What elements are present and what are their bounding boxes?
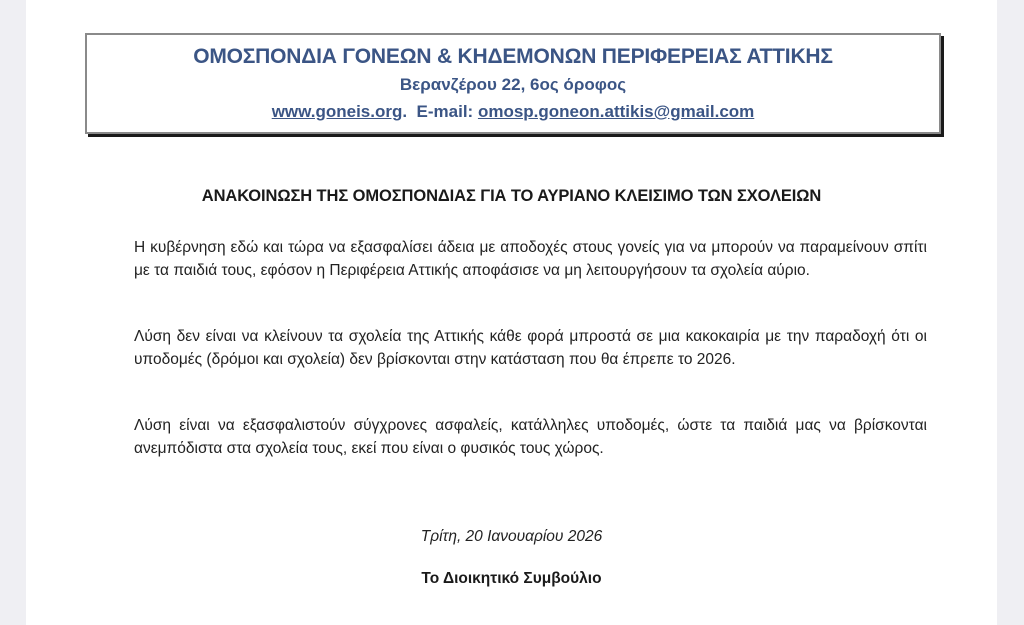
- announcement-title: ΑΝΑΚΟΙΝΩΣΗ ΤΗΣ ΟΜΟΣΠΟΝΔΙΑΣ ΓΙΑ ΤΟ ΑΥΡΙΑΝΟ ΚΛΕΙΣΙΜΟ ΤΩΝ ΣΧΟΛΕΙΩΝ: [201, 187, 822, 205]
- document-page: [26, 0, 997, 625]
- announcement-date: Τρίτη, 20 Ιανουαρίου 2026: [420, 528, 603, 545]
- letterhead-box: [85, 33, 941, 134]
- paragraph-2: Λύση δεν είναι να κλείνουν τα σχολεία της Αττικής κάθε φορά μπροστά σε μια κακοκαιρία με την παραδοχή ότι οι υποδομές (δρόμοι και σχολεία) δεν βρίσκονται στην κατάσταση που θα έπρεπε το 2026.: [134, 328, 927, 368]
- website-link[interactable]: www.goneis.org: [271, 102, 403, 121]
- email-link[interactable]: omosp.goneon.attikis@gmail.com: [477, 102, 755, 121]
- signature: Το Διοικητικό Συμβούλιο: [421, 570, 602, 587]
- contact-separator: . E-mail:: [402, 102, 478, 121]
- paragraph-1: Η κυβέρνηση εδώ και τώρα να εξασφαλίσει άδεια με αποδοχές στους γονείς για να μπορούν να παραμείνουν σπίτι με τα παιδιά τους, εφόσον η Περιφέρεια Αττικής αποφάσισε να μη λειτουργήσουν τα σχολεία αύριο.: [134, 239, 927, 279]
- organization-address: Βερανζέρου 22, 6ος όροφος: [399, 75, 627, 94]
- organization-contact: [87, 101, 939, 123]
- paragraph-3: Λύση είναι να εξασφαλιστούν σύγχρονες ασφαλείς, κατάλληλες υποδομές, ώστε τα παιδιά μας να βρίσκονται ανεμπόδιστα στα σχολεία τους, εκεί που είναι ο φυσικός τους χώρος.: [134, 417, 927, 457]
- organization-name: ΟΜΟΣΠΟΝΔΙΑ ΓΟΝΕΩΝ & ΚΗΔΕΜΟΝΩΝ ΠΕΡΙΦΕΡΕΙΑΣ ΑΤΤΙΚΗΣ: [193, 45, 833, 68]
